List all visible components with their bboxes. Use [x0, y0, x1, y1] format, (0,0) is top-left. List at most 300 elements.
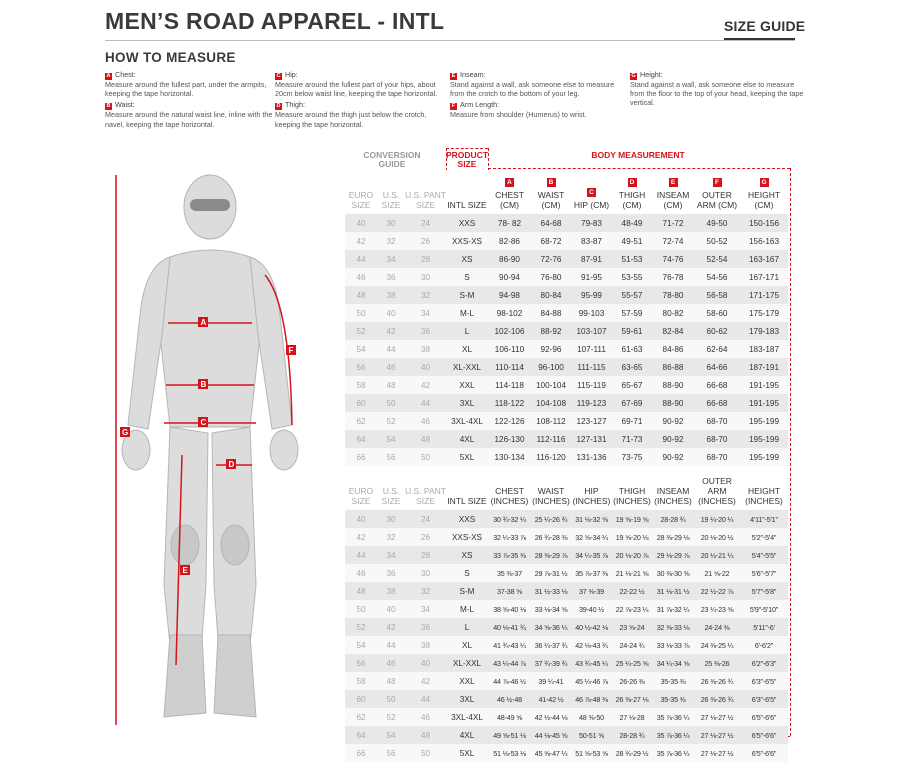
table-cell: 50: [345, 304, 377, 322]
table-cell: 56-58: [694, 286, 740, 304]
table-cell: 54: [345, 636, 377, 654]
column-header: [531, 170, 571, 214]
table-cell: 156-163: [740, 232, 788, 250]
measure-description: Stand against a wall, ask someone else to measure from the floor to the top of your head, keeping the tape vertical.: [630, 80, 804, 108]
table-cell: 115-119: [571, 376, 612, 394]
table-cell: 80-82: [652, 304, 694, 322]
table-cell: 83-87: [571, 232, 612, 250]
table-cell: 51 ⅝-53 ⅝: [571, 744, 612, 762]
column-header: [405, 170, 446, 214]
table-cell: 46: [405, 708, 446, 726]
table-cell: 36: [405, 322, 446, 340]
column-header-label: INSEAM (INCHES): [654, 486, 692, 506]
table-cell: 38: [377, 582, 405, 600]
column-header: [612, 466, 652, 510]
table-cell: 39 ¼-41: [531, 672, 571, 690]
table-cell: XL-XXL: [446, 654, 488, 672]
table-cell: 19 ¼-20 ¼: [694, 510, 740, 528]
table-cell: 31 ⅛-31 ½: [652, 582, 694, 600]
table-cell: 64-68: [531, 214, 571, 232]
table-row: [345, 636, 788, 654]
column-header-label: INTL SIZE: [447, 496, 487, 506]
table-cell: 40 ⅛-41 ¾: [488, 618, 531, 636]
table-cell: 107-111: [571, 340, 612, 358]
table-row: [345, 430, 788, 448]
table-cell: 90-92: [652, 430, 694, 448]
size-guide-underline: [724, 38, 795, 40]
table-cell: XL: [446, 636, 488, 654]
table-cell: 24: [405, 510, 446, 528]
table-cell: 50: [345, 600, 377, 618]
table-cell: 20 ⅛-20 ½: [694, 528, 740, 546]
table-cell: 35 ⅞-36 ¼: [652, 744, 694, 762]
column-badge-g: G: [761, 179, 767, 186]
column-header: [571, 170, 612, 214]
table-cell: 28 ⅜-29 ⅛: [652, 528, 694, 546]
table-cell: 32: [377, 528, 405, 546]
table-cell: 40: [377, 600, 405, 618]
table-cell: 60-62: [694, 322, 740, 340]
table-cell: 92-96: [531, 340, 571, 358]
badge-d: D: [276, 103, 281, 110]
table-cell: 38 ⅝-40 ⅛: [488, 600, 531, 618]
column-header-label: THIGH (CM): [618, 190, 646, 210]
table-cell: 30: [405, 564, 446, 582]
table-row: [345, 340, 788, 358]
svg-text:D: D: [228, 460, 235, 469]
table-cell: 28: [405, 546, 446, 564]
table-cell: 64: [345, 726, 377, 744]
table-cell: 20 ½-21 ¼: [694, 546, 740, 564]
table-cell: 30: [405, 268, 446, 286]
column-header-label: OUTER ARM (CM): [696, 190, 738, 210]
table-cell: 35 ⅞-36 ¼: [652, 726, 694, 744]
table-cell: 48: [405, 430, 446, 448]
table-cell: 20 ⅛-20 ⅞: [612, 546, 652, 564]
column-header: [488, 466, 531, 510]
table-cell: 26 ⅜-27 ⅛: [612, 690, 652, 708]
table-cell: 42: [345, 528, 377, 546]
column-badge-a: A: [505, 178, 514, 187]
measure-name: Waist:: [115, 100, 135, 110]
title-divider: [105, 40, 795, 41]
table-cell: 27 ⅛-27 ½: [694, 744, 740, 762]
table-cell: 48-49 ⅝: [488, 708, 531, 726]
table-cell: 6'-6'2": [740, 636, 788, 654]
column-header: [740, 170, 788, 214]
table-cell: 22-22 ½: [612, 582, 652, 600]
svg-text:C: C: [200, 418, 207, 427]
table-cell: 63-65: [612, 358, 652, 376]
table-row: [345, 708, 788, 726]
table-cell: 82-84: [652, 322, 694, 340]
table-cell: 6'5"-6'6": [740, 726, 788, 744]
table-cell: 195-199: [740, 430, 788, 448]
table-row: [345, 726, 788, 744]
table-cell: M-L: [446, 304, 488, 322]
table-cell: 28: [405, 250, 446, 268]
table-cell: 119-123: [571, 394, 612, 412]
table-row: [345, 582, 788, 600]
table-cell: 55-57: [612, 286, 652, 304]
table-cell: 37 ⅜-39: [571, 582, 612, 600]
table-cell: 53-55: [612, 268, 652, 286]
table-cell: 35-35 ⅜: [652, 672, 694, 690]
table-header-row: [345, 466, 788, 510]
table-cell: 62: [345, 412, 377, 430]
left-knee-shape: [171, 525, 199, 565]
table-cell: 112-116: [531, 430, 571, 448]
left-boot-shape: [164, 635, 206, 717]
table-row: [345, 376, 788, 394]
table-cell: 64-66: [694, 358, 740, 376]
table-cell: 130-134: [488, 448, 531, 466]
column-badge-c: C: [587, 188, 596, 197]
table-cell: 44 ⅛-45 ⅝: [531, 726, 571, 744]
table-cell: 32 ¼-33 ⅞: [488, 528, 531, 546]
table-cell: 68-70: [694, 412, 740, 430]
table-cell: 42 ⅛-43 ¾: [571, 636, 612, 654]
table-cell: 5'9"-5'10": [740, 600, 788, 618]
table-row: [345, 690, 788, 708]
product-size-header: PRODUCT SIZE: [446, 150, 489, 169]
svg-text:B: B: [200, 380, 207, 389]
table-cell: S: [446, 564, 488, 582]
table-cell: 52: [345, 322, 377, 340]
table-cell: 45 ¼-46 ⅞: [571, 672, 612, 690]
table-cell: 38: [405, 636, 446, 654]
table-cell: 58: [345, 672, 377, 690]
table-cell: 118-122: [488, 394, 531, 412]
table-cell: 88-92: [531, 322, 571, 340]
table-cell: S-M: [446, 582, 488, 600]
measure-name: Inseam:: [460, 70, 486, 79]
table-cell: 76-80: [531, 268, 571, 286]
table-cell: 106-110: [488, 340, 531, 358]
table-cell: 167-171: [740, 268, 788, 286]
table-row: [345, 412, 788, 430]
table-cell: 42: [377, 618, 405, 636]
table-cell: 34: [405, 600, 446, 618]
table-cell: 56: [345, 654, 377, 672]
table-cell: 78-80: [652, 286, 694, 304]
table-cell: XXS: [446, 510, 488, 528]
table-cell: 72-74: [652, 232, 694, 250]
column-header-label: WAIST (INCHES): [532, 486, 570, 506]
table-cell: 61-63: [612, 340, 652, 358]
measure-item-a: [105, 70, 280, 98]
svg-text:E: E: [182, 566, 188, 575]
table-cell: 52-54: [694, 250, 740, 268]
table-cell: 26-26 ⅜: [612, 672, 652, 690]
table-cell: 66-68: [694, 376, 740, 394]
column-header-label: HEIGHT (INCHES): [745, 486, 783, 506]
right-boot-shape: [214, 635, 256, 717]
table-cell: 31 ⅞-32 ¼: [652, 600, 694, 618]
table-cell: 46: [345, 564, 377, 582]
badge-e: E: [451, 73, 456, 79]
measure-name: Chest:: [115, 70, 136, 79]
column-badge-f: F: [713, 178, 722, 187]
table-cell: 96-100: [531, 358, 571, 376]
column-header-label: EURO SIZE: [348, 486, 374, 506]
table-cell: 66-68: [694, 394, 740, 412]
table-cell: 50-52: [694, 232, 740, 250]
measure-column: [450, 70, 625, 122]
table-cell: 24-24 ⅜: [694, 618, 740, 636]
table-cell: 42: [377, 322, 405, 340]
table-cell: 65-67: [612, 376, 652, 394]
table-cell: 28-28 ¾: [612, 726, 652, 744]
page-title: MEN’S ROAD APPAREL - INTL: [105, 8, 445, 34]
table-row: [345, 528, 788, 546]
column-badge-b: B: [547, 178, 556, 187]
table-cell: 191-195: [740, 376, 788, 394]
table-cell: 40: [377, 304, 405, 322]
column-header-label: U.S. SIZE: [381, 486, 401, 506]
table-cell: 48: [377, 376, 405, 394]
table-cell: 28-28 ¾: [652, 510, 694, 528]
table-cell: 49 ⅝-51 ⅛: [488, 726, 531, 744]
table-cell: 34 ¼-34 ⅝: [652, 654, 694, 672]
table-cell: 116-120: [531, 448, 571, 466]
table-cell: 48: [377, 672, 405, 690]
table-cell: 73-75: [612, 448, 652, 466]
table-cell: 46 ½-48: [488, 690, 531, 708]
table-cell: 45 ⅝-47 ¼: [531, 744, 571, 762]
table-cell: XXS: [446, 214, 488, 232]
column-header-label: CHEST (CM): [495, 190, 524, 210]
table-cell: 26 ¾-28 ⅜: [531, 528, 571, 546]
table-cell: 22 ⅞-23 ¼: [612, 600, 652, 618]
table-cell: 21 ⅛-21 ⅝: [612, 564, 652, 582]
table-cell: 6'5"-6'6": [740, 708, 788, 726]
table-cell: 103-107: [571, 322, 612, 340]
table-cell: 62-64: [694, 340, 740, 358]
column-header-label: INSEAM (CM): [656, 190, 690, 210]
badge-a: A: [106, 73, 111, 79]
table-cell: 100-104: [531, 376, 571, 394]
table-cell: 34 ⅝-36 ¼: [531, 618, 571, 636]
column-badge-e: E: [669, 178, 678, 187]
table-row: [345, 744, 788, 762]
table-cell: 24 ⅜-25 ¼: [694, 636, 740, 654]
table-cell: 48: [345, 582, 377, 600]
table-cell: 50-51 ⅝: [571, 726, 612, 744]
table-cell: 6'2"-6'3": [740, 654, 788, 672]
column-header-label: HIP (INCHES): [572, 486, 611, 506]
column-header: [652, 170, 694, 214]
table-cell: 67-69: [612, 394, 652, 412]
table-cell: 33 ⅞-35 ⅜: [488, 546, 531, 564]
table-cell: 49-50: [694, 214, 740, 232]
table-cell: 44: [377, 340, 405, 358]
column-header-label: WAIST (CM): [537, 190, 565, 210]
body-measurement-border-top: [488, 168, 790, 169]
table-cell: 30: [377, 214, 405, 232]
table-row: [345, 654, 788, 672]
table-cell: 122-126: [488, 412, 531, 430]
table-cell: 56: [345, 358, 377, 376]
column-header-label: CHEST (INCHES): [490, 486, 529, 506]
table-cell: 3XL-4XL: [446, 708, 488, 726]
table-cell: 6'3"-6'5": [740, 672, 788, 690]
table-cell: 84-88: [531, 304, 571, 322]
column-header: [694, 466, 740, 510]
table-cell: 191-195: [740, 394, 788, 412]
table-cell: 88-90: [652, 394, 694, 412]
table-cell: 102-106: [488, 322, 531, 340]
table-cell: 40: [345, 214, 377, 232]
table-cell: 5'2"-5'4": [740, 528, 788, 546]
table-cell: XXS-XS: [446, 528, 488, 546]
column-header: [377, 466, 405, 510]
table-cell: 44: [405, 394, 446, 412]
table-row: [345, 394, 788, 412]
product-size-border-top: [446, 148, 488, 149]
table-cell: 33 ⅛-33 ⅞: [652, 636, 694, 654]
table-cell: 40: [405, 358, 446, 376]
table-cell: 52: [345, 618, 377, 636]
table-cell: 50: [405, 744, 446, 762]
column-header-label: U.S. PANT SIZE: [405, 190, 446, 210]
column-header-label: EURO SIZE: [348, 190, 374, 210]
table-cell: 42: [405, 672, 446, 690]
column-header-label: THIGH (INCHES): [613, 486, 651, 506]
measure-description: Measure around the fullest part of your hips, about 20cm below waist line, keeping the tape horizontal.: [275, 80, 438, 99]
table-cell: 44: [377, 636, 405, 654]
measure-description: Measure around the natural waist line, inline with the navel, keeping the tape horizontal.: [105, 110, 273, 129]
table-cell: 84-86: [652, 340, 694, 358]
table-cell: 87-91: [571, 250, 612, 268]
table-cell: 51 ⅛-53 ⅛: [488, 744, 531, 762]
table-cell: 171-175: [740, 286, 788, 304]
table-row: [345, 304, 788, 322]
table-cell: 46 ⅞-48 ⅜: [571, 690, 612, 708]
table-cell: 111-115: [571, 358, 612, 376]
table-cell: 76-78: [652, 268, 694, 286]
table-cell: 57-59: [612, 304, 652, 322]
column-header: [345, 170, 377, 214]
measure-description: Measure around the fullest part, under the armpits, keeping the tape horizontal.: [105, 80, 267, 99]
size-guide-label: SIZE GUIDE: [724, 18, 806, 34]
table-cell: 22 ½-22 ⅞: [694, 582, 740, 600]
table-cell: 5'11"-6': [740, 618, 788, 636]
table-cell: 52: [377, 708, 405, 726]
table-cell: 110-114: [488, 358, 531, 376]
column-header: [446, 466, 488, 510]
table-cell: XL: [446, 340, 488, 358]
table-cell: 56: [377, 744, 405, 762]
table-cell: 50: [405, 448, 446, 466]
table-cell: 94-98: [488, 286, 531, 304]
table-cell: 41 ¾-43 ¼: [488, 636, 531, 654]
table-cell: 48: [345, 286, 377, 304]
column-header-label: U.S. SIZE: [381, 190, 401, 210]
badge-c: C: [276, 73, 281, 79]
table-cell: 4XL: [446, 430, 488, 448]
table-cell: 21 ⅝-22: [694, 564, 740, 582]
table-cell: 25 ¼-26 ¾: [531, 510, 571, 528]
table-cell: 40: [405, 654, 446, 672]
table-cell: 32: [405, 286, 446, 304]
table-cell: 40: [345, 510, 377, 528]
table-cell: 50: [377, 690, 405, 708]
table-cell: 95-99: [571, 286, 612, 304]
measure-column: [275, 70, 450, 131]
table-cell: 90-92: [652, 412, 694, 430]
column-header: [652, 466, 694, 510]
table-cell: L: [446, 322, 488, 340]
table-cell: 91-95: [571, 268, 612, 286]
table-cell: 5'4"-5'5": [740, 546, 788, 564]
table-cell: 54: [377, 726, 405, 744]
table-cell: 36 ¼-37 ¾: [531, 636, 571, 654]
table-cell: 27 ⅛-27 ½: [694, 726, 740, 744]
table-cell: 150-156: [740, 214, 788, 232]
table-cell: 46: [377, 654, 405, 672]
table-cell: 36: [405, 618, 446, 636]
table-cell: 35 ⅜-37: [488, 564, 531, 582]
badge-g: G: [631, 73, 636, 79]
table-cell: 35-35 ⅜: [652, 690, 694, 708]
table-cell: 36: [377, 564, 405, 582]
table-cell: 31 ½-33 ⅛: [531, 582, 571, 600]
table-cell: 24: [405, 214, 446, 232]
measure-description: Measure around the thigh just below the crotch, keeping the tape horizontal.: [275, 110, 427, 129]
table-cell: 195-199: [740, 448, 788, 466]
measure-item-f: [450, 100, 625, 119]
column-header-label: INTL SIZE: [447, 200, 487, 210]
visor-shape: [190, 199, 230, 211]
size-chart-table: [345, 170, 788, 762]
table-row: [345, 510, 788, 528]
table-cell: 58: [345, 376, 377, 394]
table-cell: 64: [345, 430, 377, 448]
table-cell: 82-86: [488, 232, 531, 250]
table-cell: 187-191: [740, 358, 788, 376]
table-cell: XL-XXL: [446, 358, 488, 376]
table-cell: 31 ⅛-32 ⅝: [571, 510, 612, 528]
table-cell: 19 ⅝-19 ⅝: [612, 510, 652, 528]
table-cell: 43 ¼-44 ⅞: [488, 654, 531, 672]
how-to-measure-heading: HOW TO MEASURE: [105, 50, 236, 65]
table-cell: XXL: [446, 376, 488, 394]
column-header-label: HEIGHT (CM): [747, 190, 781, 210]
table-cell: 37 ¾-39 ¾: [531, 654, 571, 672]
table-cell: 179-183: [740, 322, 788, 340]
table-cell: 66: [345, 744, 377, 762]
table-cell: 58-60: [694, 304, 740, 322]
table-cell: 34: [377, 250, 405, 268]
table-cell: 4XL: [446, 726, 488, 744]
table-cell: 6'5"-6'6": [740, 744, 788, 762]
table-cell: 44: [345, 546, 377, 564]
table-cell: 24-24 ¾: [612, 636, 652, 654]
table-cell: 60: [345, 690, 377, 708]
table-cell: 72-76: [531, 250, 571, 268]
table-cell: 108-112: [531, 412, 571, 430]
table-cell: 3XL: [446, 690, 488, 708]
table-cell: XXS-XS: [446, 232, 488, 250]
body-measurement-border-right: [790, 168, 791, 736]
right-glove-shape: [270, 430, 298, 470]
table-cell: 19 ⅝-20 ⅛: [612, 528, 652, 546]
table-cell: 80-84: [531, 286, 571, 304]
table-cell: 66: [345, 448, 377, 466]
table-cell: S-M: [446, 286, 488, 304]
table-cell: 5'6"-5'7": [740, 564, 788, 582]
